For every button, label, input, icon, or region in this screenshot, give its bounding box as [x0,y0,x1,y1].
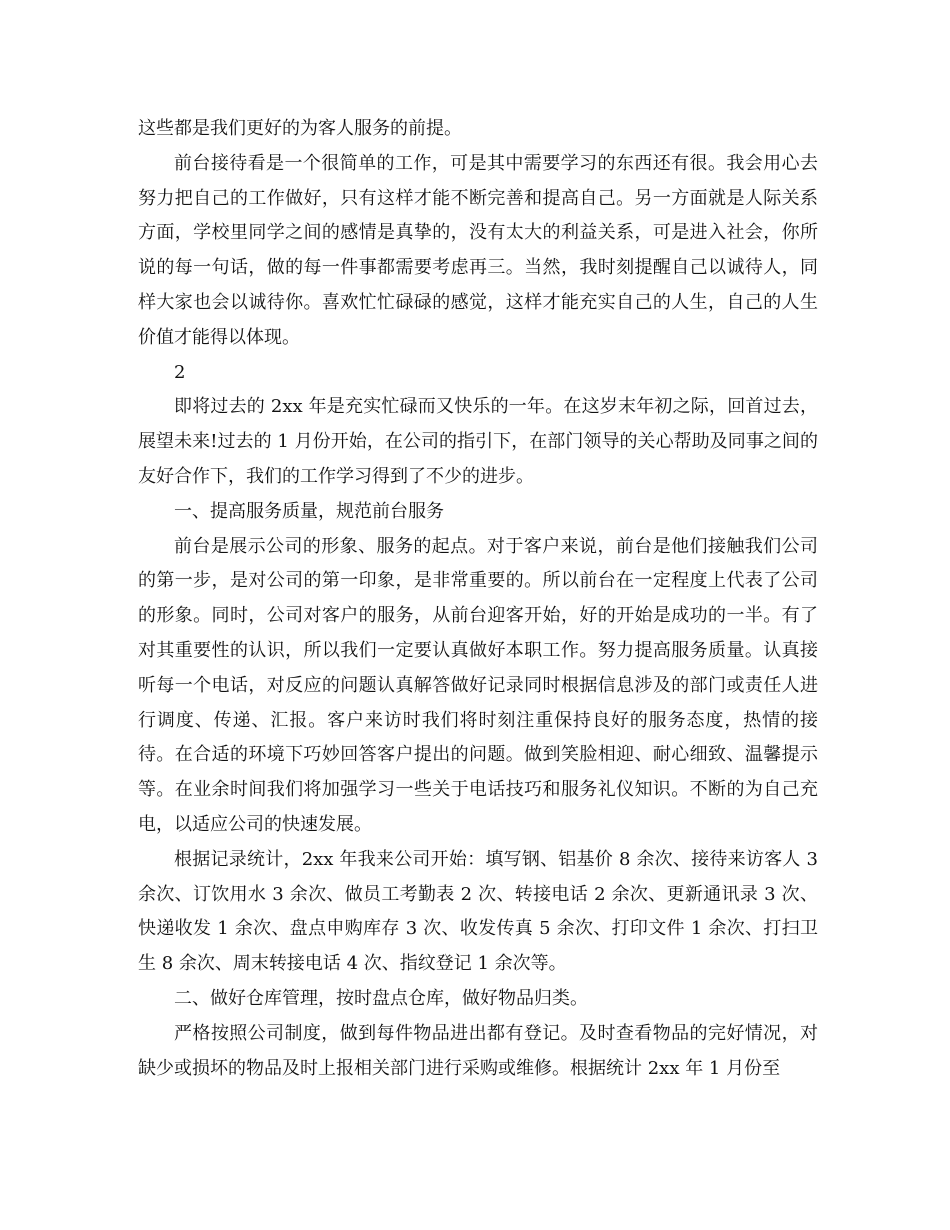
heading-warehouse: 二、做好仓库管理，按时盘点仓库，做好物品归类。 [174,987,588,1009]
document-page [138,112,818,1086]
paragraph-intro: 这些都是我们更好的为客人服务的前提。 [138,118,462,139]
paragraph-statistics: 根据记录统计，2xx 年我来公司开始：填写钢、铝基价 8 余次、接待来访客人 3 余次、订饮用水 3 余次、做员工考勤表 2 次、转接电话 2 余次、更新通讯录 3 次、快递收发 1 余次、盘点申购库存 3 次、收发传真 5 余次、打印文件 1 余次、打扫卫生 8 余次、周末转接电话 4 次、指纹登记 1 余次等。 [138,848,818,975]
paragraph-warehouse-rules: 严格按照公司制度，做到每件物品进出都有登记。及时查看物品的完好情况，对缺少或损坏的物品及时上报相关部门进行采购或维修。根据统计 2xx 年 1 月份至 [138,1022,818,1079]
paragraph-front-desk-image: 前台是展示公司的形象、服务的起点。对于客户来说，前台是他们接触我们公司的第一步，是对公司的第一印象，是非常重要的。所以前台在一定程度上代表了公司的形象。同时，公司对客户的服务，从前台迎客开始，好的开始是成功的一半。有了对其重要性的认识，所以我们一定要认真做好本职工作。努力提高服务质量。认真接听每一个电话，对反应的问题认真解答做好记录同时根据信息涉及的部门或责任人进行调度、传递、汇报。客户来访时我们将时刻注重保持良好的服务态度，热情的接待。在合适的环境下巧妙回答客户提出的问题。做到笑脸相迎、耐心细致、温馨提示等。在业余时间我们将加强学习一些关于电话技巧和服务礼仪知识。不断的为自己充电，以适应公司的快速发展。 [138,535,818,835]
paragraph-year-review: 即将过去的 2xx 年是充实忙碌而又快乐的一年。在这岁末年初之际，回首过去，展望未来!过去的 1 月份开始，在公司的指引下，在部门领导的关心帮助及同事之间的友好合作下，我们的工作学习得到了不少的进步。 [138,396,818,487]
heading-service-quality: 一、提高服务质量，规范前台服务 [174,500,444,522]
paragraph-reception-work: 前台接待看是一个很简单的工作，可是其中需要学习的东西还有很。我会用心去努力把自己的工作做好，只有这样才能不断完善和提高自己。另一方面就是人际关系方面，学校里同学之间的感情是真挚的，没有太大的利益关系，可是进入社会，你所说的每一句话，做的每一件事都需要考虑再三。当然，我时刻提醒自己以诚待人，同样大家也会以诚待你。喜欢忙忙碌碌的感觉，这样才能充实自己的人生，自己的人生价值才能得以体现。 [138,152,818,348]
section-number: 2 [174,361,186,383]
